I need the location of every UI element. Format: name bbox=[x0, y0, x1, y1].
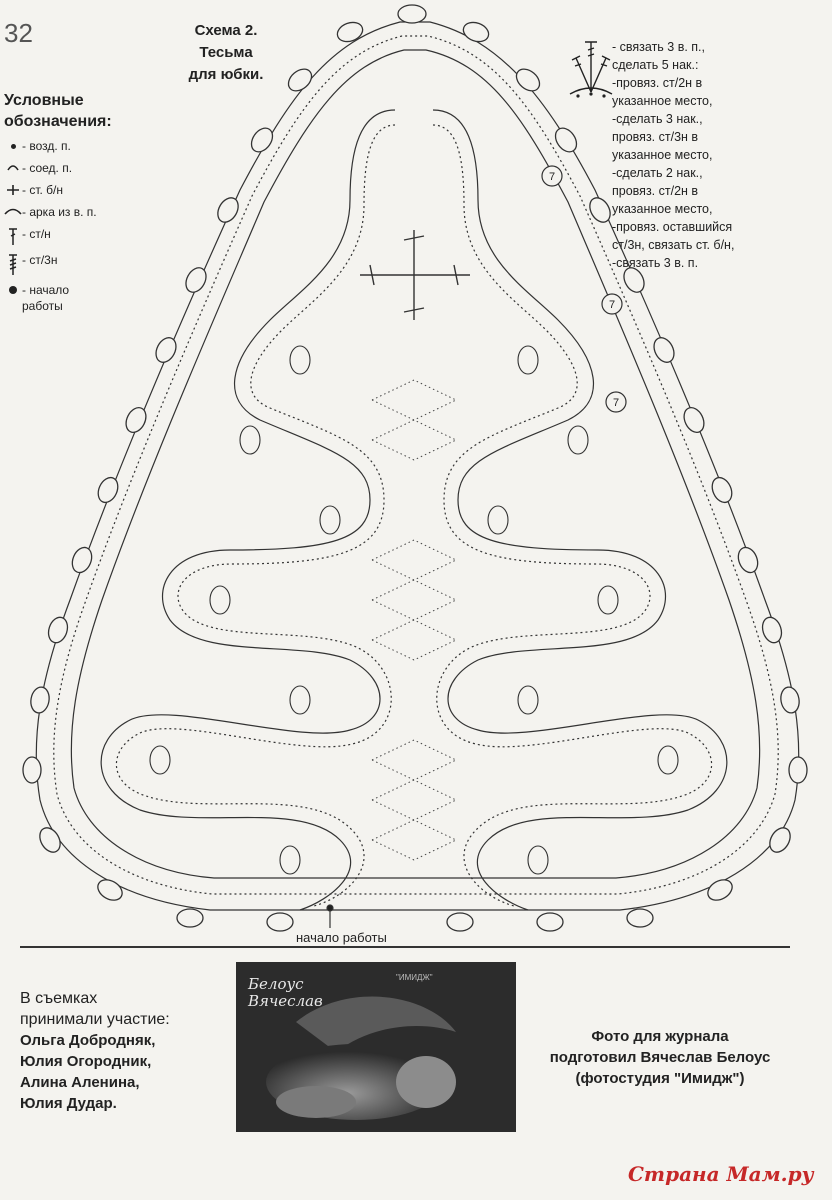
legend-item-label: - ст. б/н bbox=[22, 183, 63, 197]
loop-markers bbox=[542, 166, 626, 412]
studio-logo bbox=[248, 976, 323, 1010]
scheme-title-line: Тесьма bbox=[199, 44, 253, 61]
instruction-line: -провяз. ст/2н в bbox=[612, 76, 703, 90]
legend-item-label: - возд. п. bbox=[22, 139, 71, 153]
scheme-title-line: Схема 2. bbox=[194, 22, 258, 39]
credits bbox=[20, 988, 230, 1114]
watermark: Страна Мам.ру bbox=[628, 1162, 814, 1186]
legend-title-line: Условные bbox=[4, 92, 84, 109]
studio-logo-line: Вячеслав bbox=[248, 992, 323, 1010]
loop-count-label: 7 bbox=[612, 397, 620, 409]
legend-item-label: - соед. п. bbox=[22, 161, 73, 175]
divider bbox=[20, 946, 790, 948]
instruction-line: указанное место, bbox=[612, 148, 713, 162]
credits-names bbox=[20, 1030, 230, 1114]
credit-name: Алина Аленина, bbox=[20, 1074, 140, 1091]
instruction-line: указанное место, bbox=[612, 202, 713, 216]
instruction-line: - связать 3 в. п., bbox=[612, 40, 705, 54]
instruction-line: ст/3н, связать ст. б/н, bbox=[612, 238, 735, 252]
legend-item-label: - ст/3н bbox=[22, 253, 58, 267]
photographer-card bbox=[236, 962, 516, 1132]
cross-motif bbox=[360, 230, 470, 320]
caption-line: подготовил Вячеслав Белоус bbox=[549, 1049, 771, 1066]
legend-item-label: - ст/н bbox=[22, 227, 51, 241]
instruction-line: -связать 3 в. п. bbox=[612, 256, 699, 270]
instruction-line: -провяз. оставшийся bbox=[612, 220, 733, 234]
instruction-line: провяз. ст/2н в bbox=[612, 184, 699, 198]
outer-band bbox=[36, 22, 799, 910]
scheme-title-line: для юбки. bbox=[188, 66, 264, 83]
start-label: начало работы bbox=[296, 930, 387, 945]
credit-name: Юлия Дудар. bbox=[20, 1095, 117, 1112]
credit-name: Юлия Огородник, bbox=[20, 1053, 152, 1070]
loop-count-label: 7 bbox=[608, 299, 616, 311]
start-pointer bbox=[327, 905, 333, 928]
instruction-line: -сделать 3 нак., bbox=[612, 112, 703, 126]
edge-picots bbox=[23, 5, 807, 931]
legend-title-line: обозначения: bbox=[4, 113, 112, 130]
credits-heading: В съемках принимали участие: bbox=[20, 990, 170, 1028]
legend-item-label: - арка из в. п. bbox=[22, 205, 97, 219]
instruction-line: -сделать 2 нак., bbox=[612, 166, 703, 180]
studio-logo-line: Белоус bbox=[248, 975, 304, 993]
caption-line: (фотостудия "Имидж") bbox=[575, 1070, 745, 1087]
studio-name: "ИМИДЖ" bbox=[396, 973, 433, 982]
instruction-line: сделать 5 нак.: bbox=[612, 58, 699, 72]
caption-line: Фото для журнала bbox=[591, 1028, 729, 1045]
inner-petals bbox=[150, 346, 678, 874]
loop-count-label: 7 bbox=[548, 171, 556, 183]
photo-caption bbox=[520, 1026, 800, 1089]
legend-item-label: - начало работы bbox=[22, 283, 70, 313]
instruction-line: провяз. ст/3н в bbox=[612, 130, 699, 144]
credit-name: Ольга Добродняк, bbox=[20, 1032, 156, 1049]
instruction-line: указанное место, bbox=[612, 94, 713, 108]
page-number: 32 bbox=[4, 18, 33, 48]
center-mesh bbox=[372, 380, 456, 860]
